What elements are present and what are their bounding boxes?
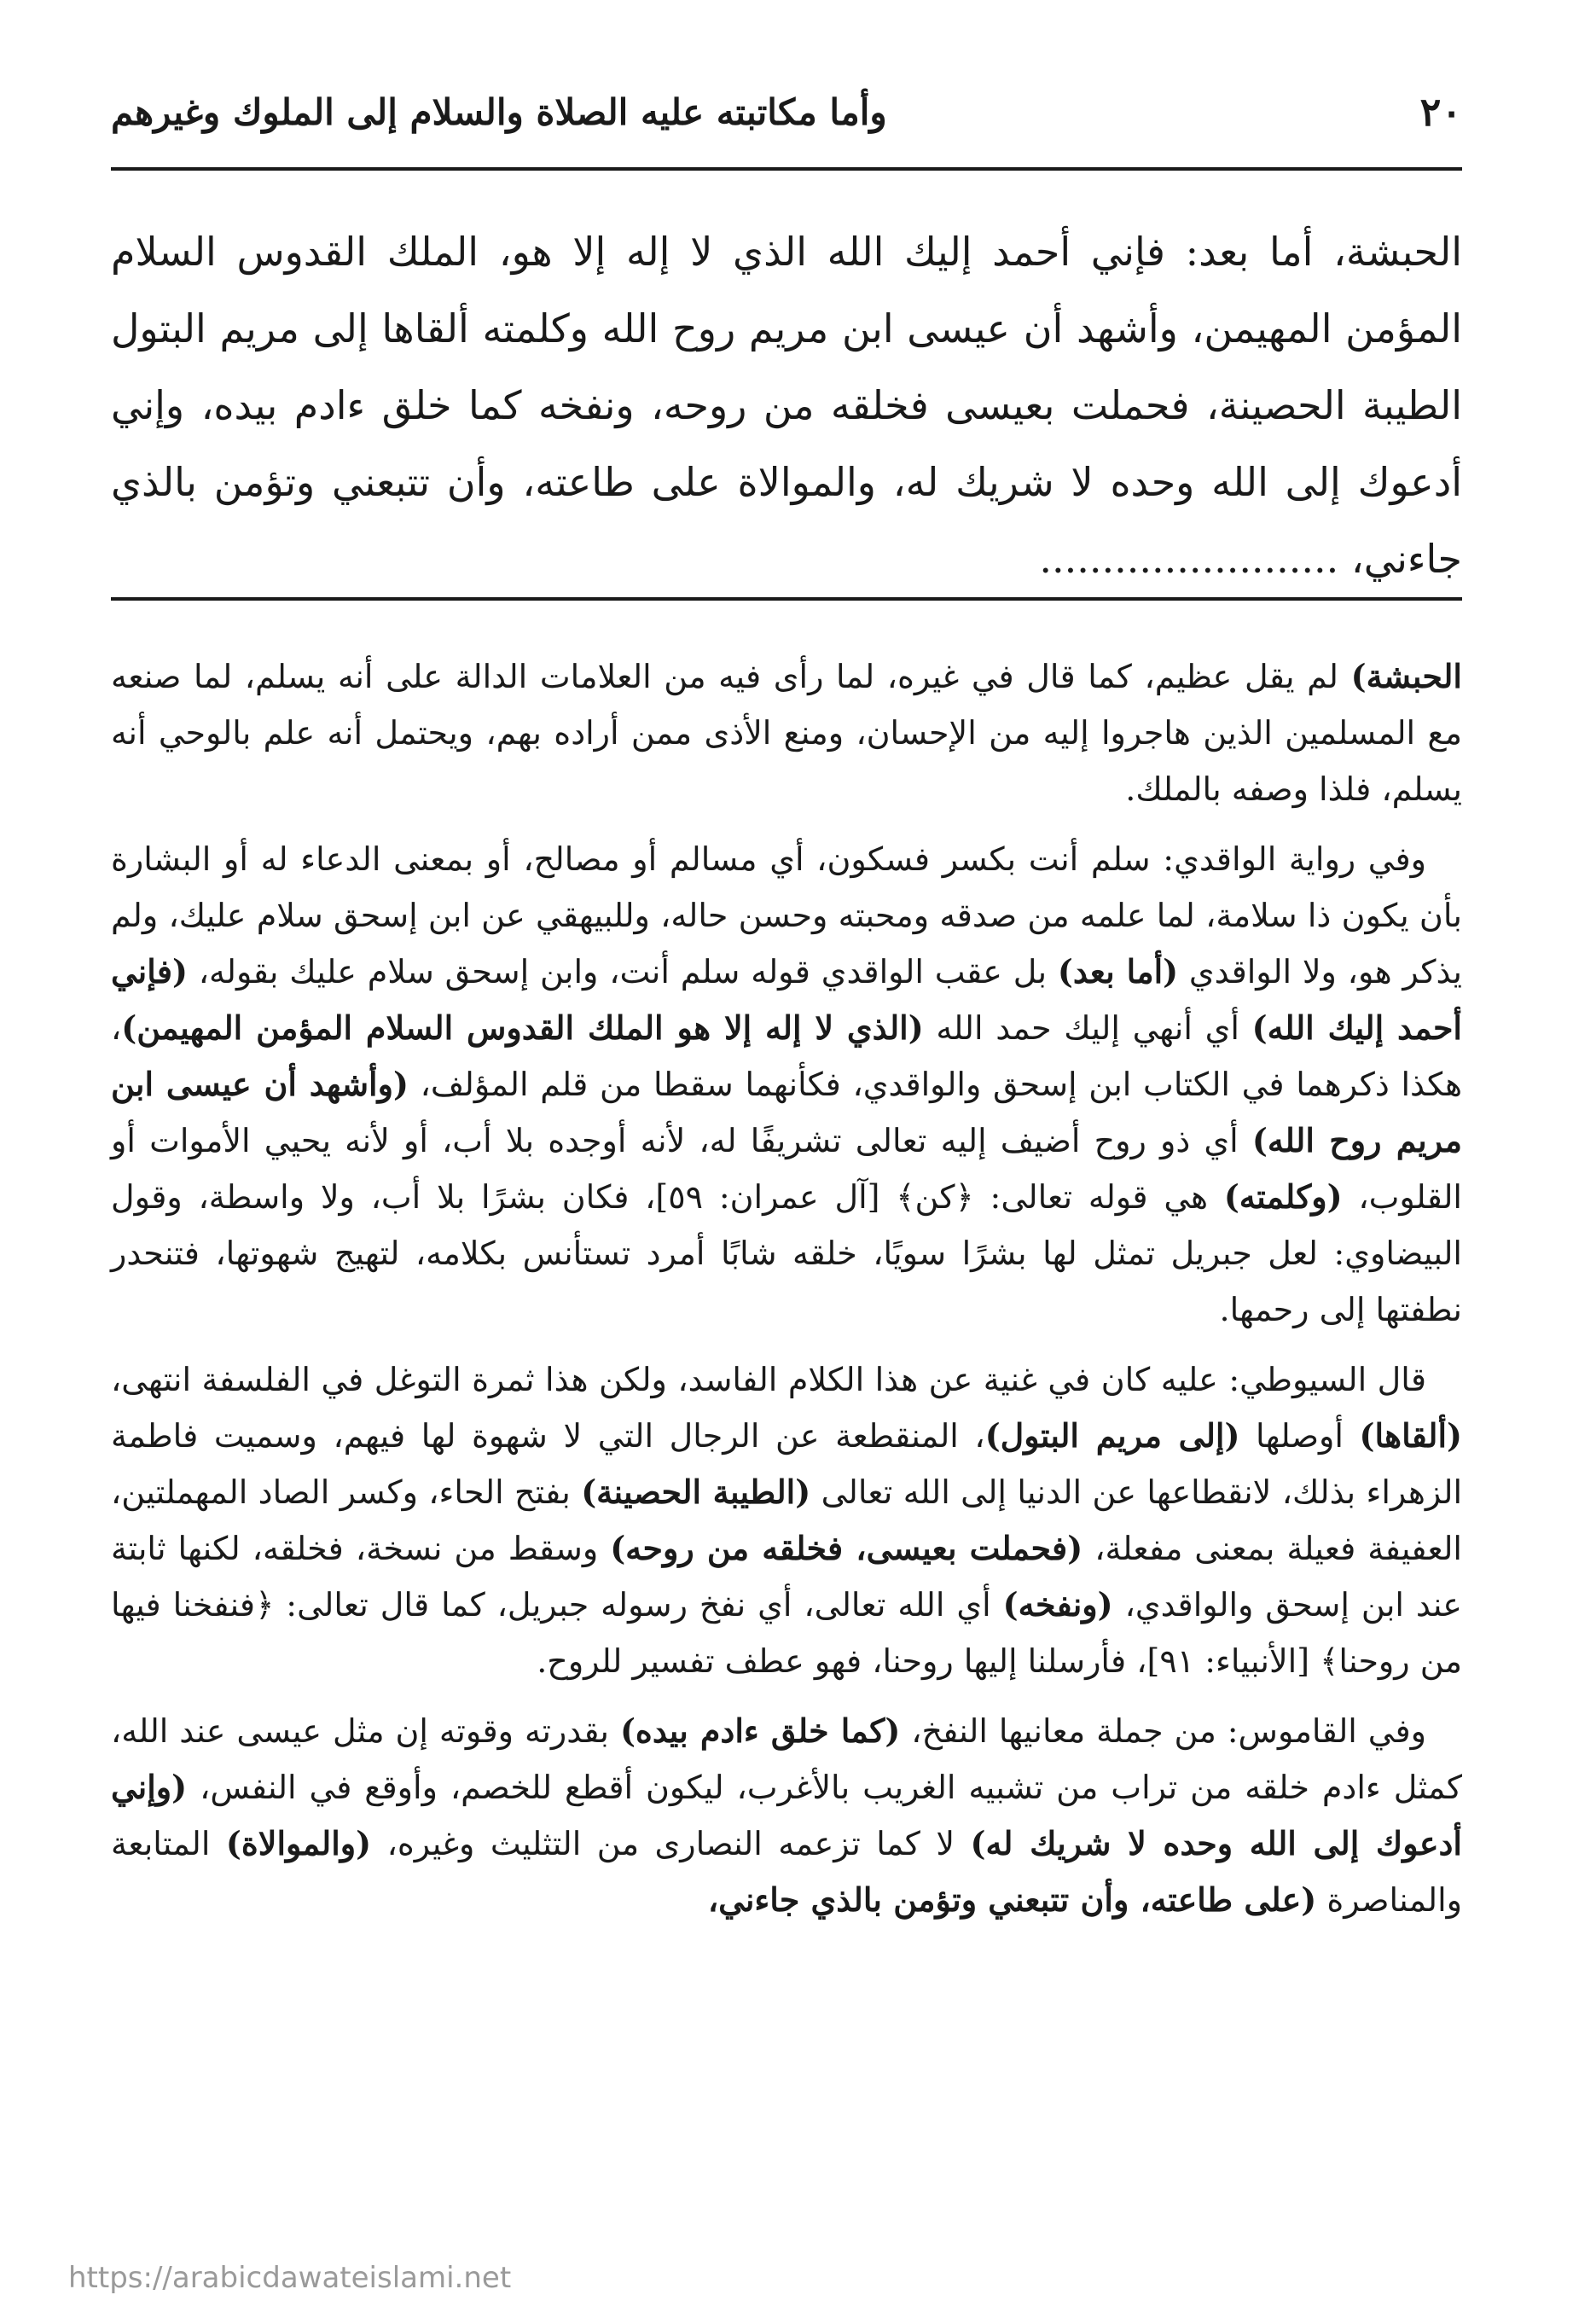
commentary-text: ، المنقطعة عن الرجال التي لا شهوة لها فيهم، وسميت فاطمة الزهراء بذلك، لانقطاعها عن الدنيا إلى الله تعالى — [111, 1417, 1462, 1511]
commentary-text: ، هكذا ذكرهما في الكتاب ابن إسحق والواقدي، فكأنهما سقطا من قلم المؤلف، — [111, 1009, 1462, 1103]
separator-rule — [111, 597, 1462, 601]
commentary-paragraph-4 — [111, 1703, 1462, 1928]
quoted-phrase: (والموالاة) — [225, 1824, 372, 1862]
quoted-phrase: (فحملت بعيسى، فخلقه من روحه) — [610, 1529, 1083, 1567]
quoted-phrase: الحبشة) — [1350, 657, 1462, 695]
commentary-text: بفتح الحاء، وكسر الصاد المهملتين، العفيفة فعيلة بمعنى مفعلة، — [111, 1473, 1462, 1567]
commentary-paragraph-2 — [111, 831, 1462, 1338]
quoted-phrase: (الطيبة الحصينة) — [581, 1473, 811, 1511]
commentary-text: لا كما تزعمه النصارى من التثليث وغيره، — [371, 1825, 971, 1862]
quoted-phrase: (ألقاها) — [1359, 1416, 1462, 1455]
commentary-paragraph-3 — [111, 1351, 1462, 1689]
header-rule — [111, 167, 1462, 171]
quoted-phrase: (على طاعته، وأن تتبعني وتؤمن بالذي جاءني، — [707, 1880, 1317, 1919]
quoted-phrase: (الذي لا إله إلا هو الملك القدوس السلام المؤمن المهيمن) — [121, 1008, 924, 1047]
page-number: ٢٠ — [1419, 89, 1462, 135]
ellipsis-dots: ........................ — [1039, 536, 1339, 582]
commentary-text: قال السيوطي: عليه كان في غنية عن هذا الكلام الفاسد، ولكن هذا ثمرة التوغل في الفلسفة انتهى، — [111, 1361, 1426, 1398]
commentary-text: المتابعة والمناصرة — [111, 1825, 1462, 1919]
commentary-text: وفي القاموس: من جملة معانيها النفخ، — [900, 1712, 1426, 1750]
hadith-text-block — [111, 213, 1462, 597]
quoted-phrase: (وإني أدعوك إلى الله وحده لا شريك له) — [111, 1768, 1462, 1862]
quoted-phrase: (وكلمته) — [1223, 1177, 1343, 1216]
quoted-phrase: (كما خلق ءادم بيده) — [619, 1711, 901, 1750]
commentary-text: وفي رواية الواقدي: سلم أنت بكسر فسكون، أي مسالم أو مصالح، أو بمعنى الدعاء له أو البشارة بأن يكون ذا سلامة، لما علمه من صدقه ومحبته وحسن حاله، وللبيهقي عن ابن إسحق سلام عليك، ولم يذكر هو، ولا الواقدي — [111, 840, 1462, 991]
running-title: وأما مكاتبته عليه الصلاة والسلام إلى الملوك وغيرهم — [111, 90, 887, 133]
commentary-text: بل عقب الواقدي قوله سلم أنت، وابن إسحق سلام عليك بقوله، — [187, 953, 1058, 991]
commentary-text: أي ذو روح أضيف إليه تعالى تشريفًا له، لأنه أوجده بلا أب، أو لأنه يحيي الأموات أو القلوب، — [111, 1122, 1462, 1216]
commentary-paragraph-1 — [111, 648, 1462, 817]
quoted-phrase: (إلى مريم البتول) — [984, 1416, 1240, 1455]
commentary-text: هي قوله تعالى: ﴿كن﴾ [آل عمران: ٥٩]، فكان بشرًا بلا أب، ولا واسطة، وقول البيضاوي: لعل جبريل تمثل لها بشرًا سويًا، خلقه شابًا أمرد تستأنس بكلامه، لتهيج شهوتها، فتنحدر نطفتها إلى رحمها. — [111, 1178, 1462, 1328]
hadith-text-body: الحبشة، أما بعد: فإني أحمد إليك الله الذي لا إله إلا هو، الملك القدوس السلام المؤمن المهيمن، وأشهد أن عيسى ابن مريم روح الله وكلمته ألقاها إلى مريم البتول الطيبة الحصينة، فحملت بعيسى فخلقه من روحه، ونفخه كما خلق ءادم بيده، وإني أدعوك إلى الله وحده لا شريك له، والموالاة على طاعته، وأن تتبعني وتؤمن بالذي جاءني، — [111, 229, 1462, 582]
quoted-phrase: (أما بعد) — [1057, 952, 1179, 991]
commentary-text: أي الله تعالى، أي نفخ رسوله جبريل، كما قال تعالى: ﴿فنفخنا فيها من روحنا﴾ [الأنبياء: ٩١]، فأرسلنا إليها روحنا، فهو عطف تفسير للروح. — [111, 1586, 1462, 1680]
page-header — [111, 82, 1462, 142]
hadith-text — [111, 213, 1462, 597]
commentary-text: أي أنهي إليك حمد الله — [923, 1009, 1252, 1047]
quoted-phrase: (وأشهد أن عيسى ابن مريم روح الله) — [111, 1065, 1462, 1159]
commentary-block — [111, 648, 1462, 1942]
commentary-text: وسقط من نسخة، فخلقه، لكنها ثابتة عند ابن إسحق والواقدي، — [111, 1530, 1462, 1624]
commentary-text: لم يقل عظيم، كما قال في غيره، لما رأى فيه من العلامات الدالة على أنه يسلم، لما صنعه مع المسلمين الذين هاجروا إليه من الإحسان، ومنع الأذى ممن أراده بهم، ويحتمل أنه علم بالوحي أنه يسلم، فلذا وصفه بالملك. — [111, 658, 1462, 808]
commentary-text: أوصلها — [1239, 1417, 1360, 1455]
quoted-phrase: (ونفخه) — [1002, 1585, 1113, 1624]
quoted-phrase: (فإني أحمد إليك الله) — [111, 952, 1462, 1047]
commentary-text: بقدرته وقوته إن مثل عيسى عند الله، كمثل ءادم خلقه من تراب من تشبيه الغريب بالأغرب، ليكون أقطع للخصم، وأوقع في النفس، — [111, 1712, 1462, 1806]
watermark-url: https://arabicdawateislami.net — [68, 2261, 512, 2295]
